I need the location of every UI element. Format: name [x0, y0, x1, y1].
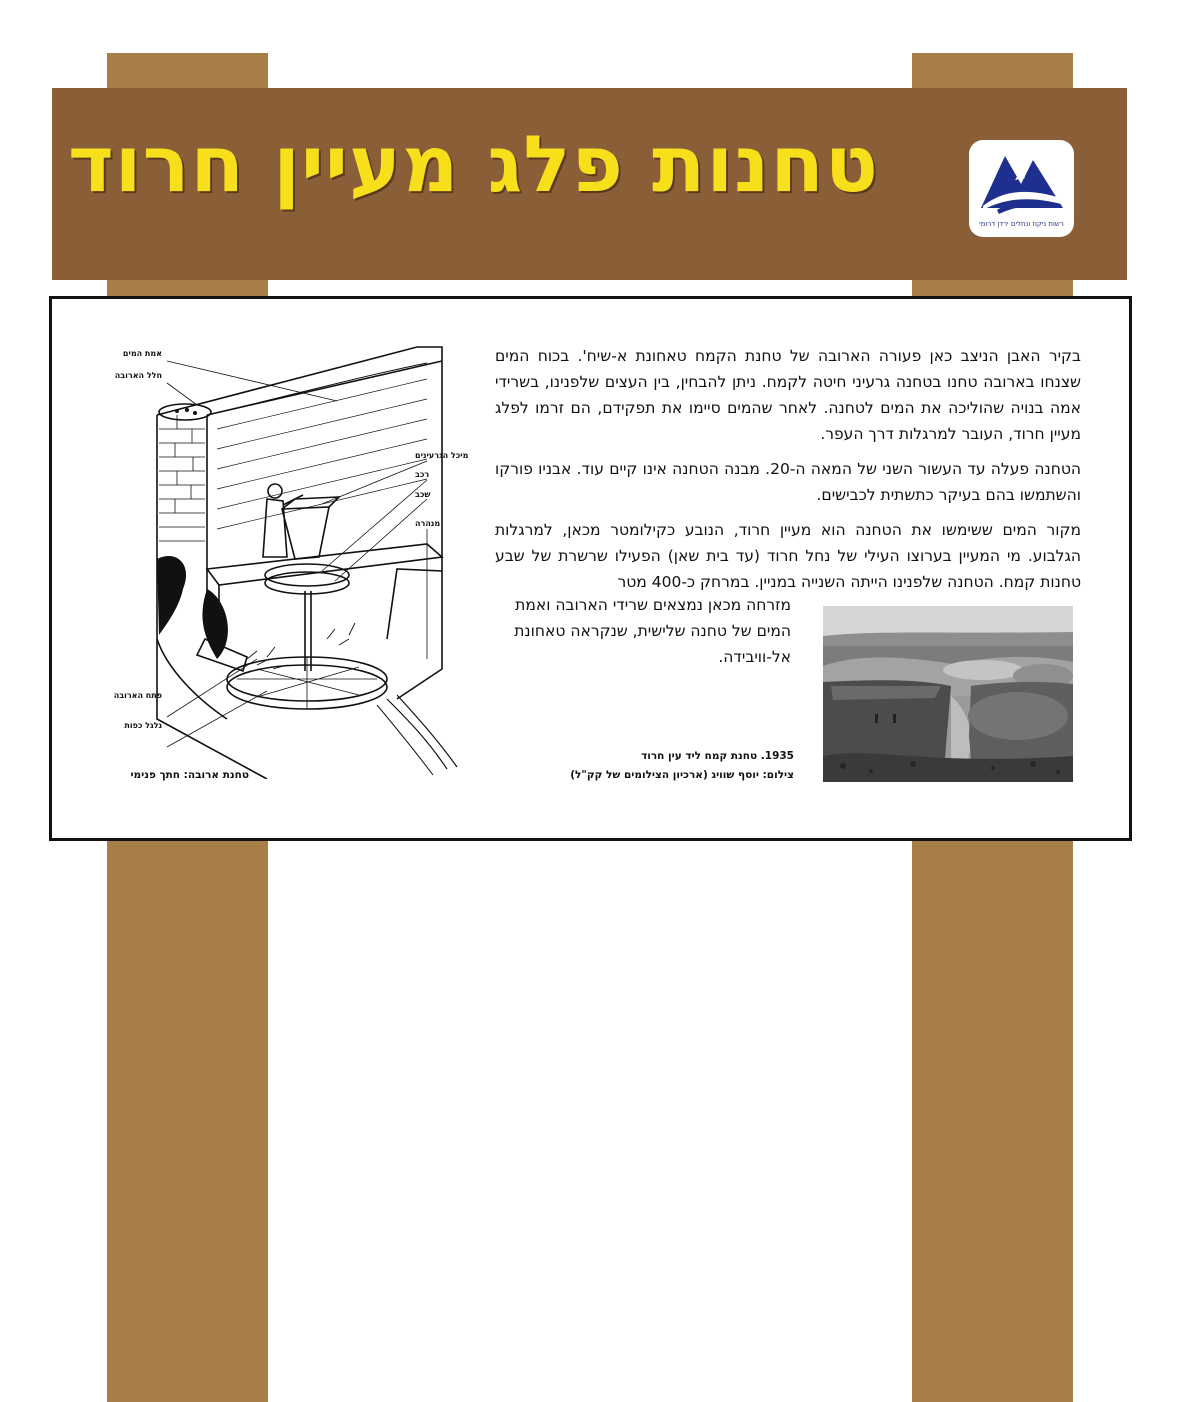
- logo-caption: רשות ניקוז ונחלים ירדן דרומי: [979, 220, 1064, 228]
- label-water-wheel: גלגל כפות: [124, 721, 162, 730]
- illustration-credit: טחנת ארובה: חתך פנימי: [130, 769, 249, 781]
- logo: [969, 140, 1074, 237]
- mill-drawing: [97, 339, 472, 779]
- label-chimney-cavity: חלל הארובה: [114, 371, 162, 380]
- label-chimney-opening: פתח הארובה: [113, 691, 162, 700]
- label-grain-container: מיכל הגרעינים: [415, 451, 469, 460]
- sign-header: [52, 88, 1127, 280]
- paragraph-2: הטחנה פעלה עד העשור השני של המאה ה-20. מבנה הטחנה אינו קיים עוד. אבניו פורקו והשתמשו בהם בעיקר כתשתית לכבישים.: [495, 460, 1081, 504]
- main-text: [495, 343, 1081, 604]
- paragraph-4: מזרחה מכאן נמצאים שרידי הארובה ואמת המים של טחנה שלישית, שנקראה טאחונת אל-וויבידה.: [514, 596, 791, 666]
- label-upper-stone: רכב: [415, 470, 430, 479]
- paragraph-3: מקור המים ששימשו את הטחנה הוא מעיין חרוד, הנובע כקילומטר מכאן, למרגלות הגלבוע. מי המעיין בערוצו העילי של נחל חרוד (עד בית שאן) הפעילו שרשרת של שבע טחנות קמח. הטחנה שלפנינו הייתה השנייה במניין. במרחק כ-400 מטר: [495, 521, 1081, 591]
- info-panel: [49, 296, 1132, 841]
- label-aqueduct: אמת המים: [122, 349, 162, 358]
- photo-caption-line-2: צילום: יוסף שוויג (ארכיון הצילומים של קק"ל): [570, 769, 794, 781]
- photo-caption-line-1: 1935. טחנת קמח ליד עין חרוד: [641, 750, 794, 762]
- sign-title: טחנות פלג מעיין חרוד: [67, 120, 879, 210]
- mill-cutaway-illustration: [97, 339, 472, 779]
- label-lower-stone: שכב: [415, 490, 431, 499]
- photo-caption: [552, 747, 794, 785]
- paragraph-1: בקיר האבן הניצב כאן פעורה הארובה של טחנת הקמח טאחונת א-שיח'. בכוח המים שצנחו בארובה טחנו בטחנה גרעיני חיטה לקמח. ניתן להבחין, בין העצים שלפנינו, בשרידי אמה בנויה שהוליכה את המים לטחנה. לאחר שהמים סיימו את תפקידם, הם זרמו לפלג מעיין חרוד, העובר למרגלות דרך העפר.: [495, 347, 1081, 443]
- label-mill-stand: מנהרה: [415, 519, 441, 528]
- historic-photo: [823, 606, 1073, 782]
